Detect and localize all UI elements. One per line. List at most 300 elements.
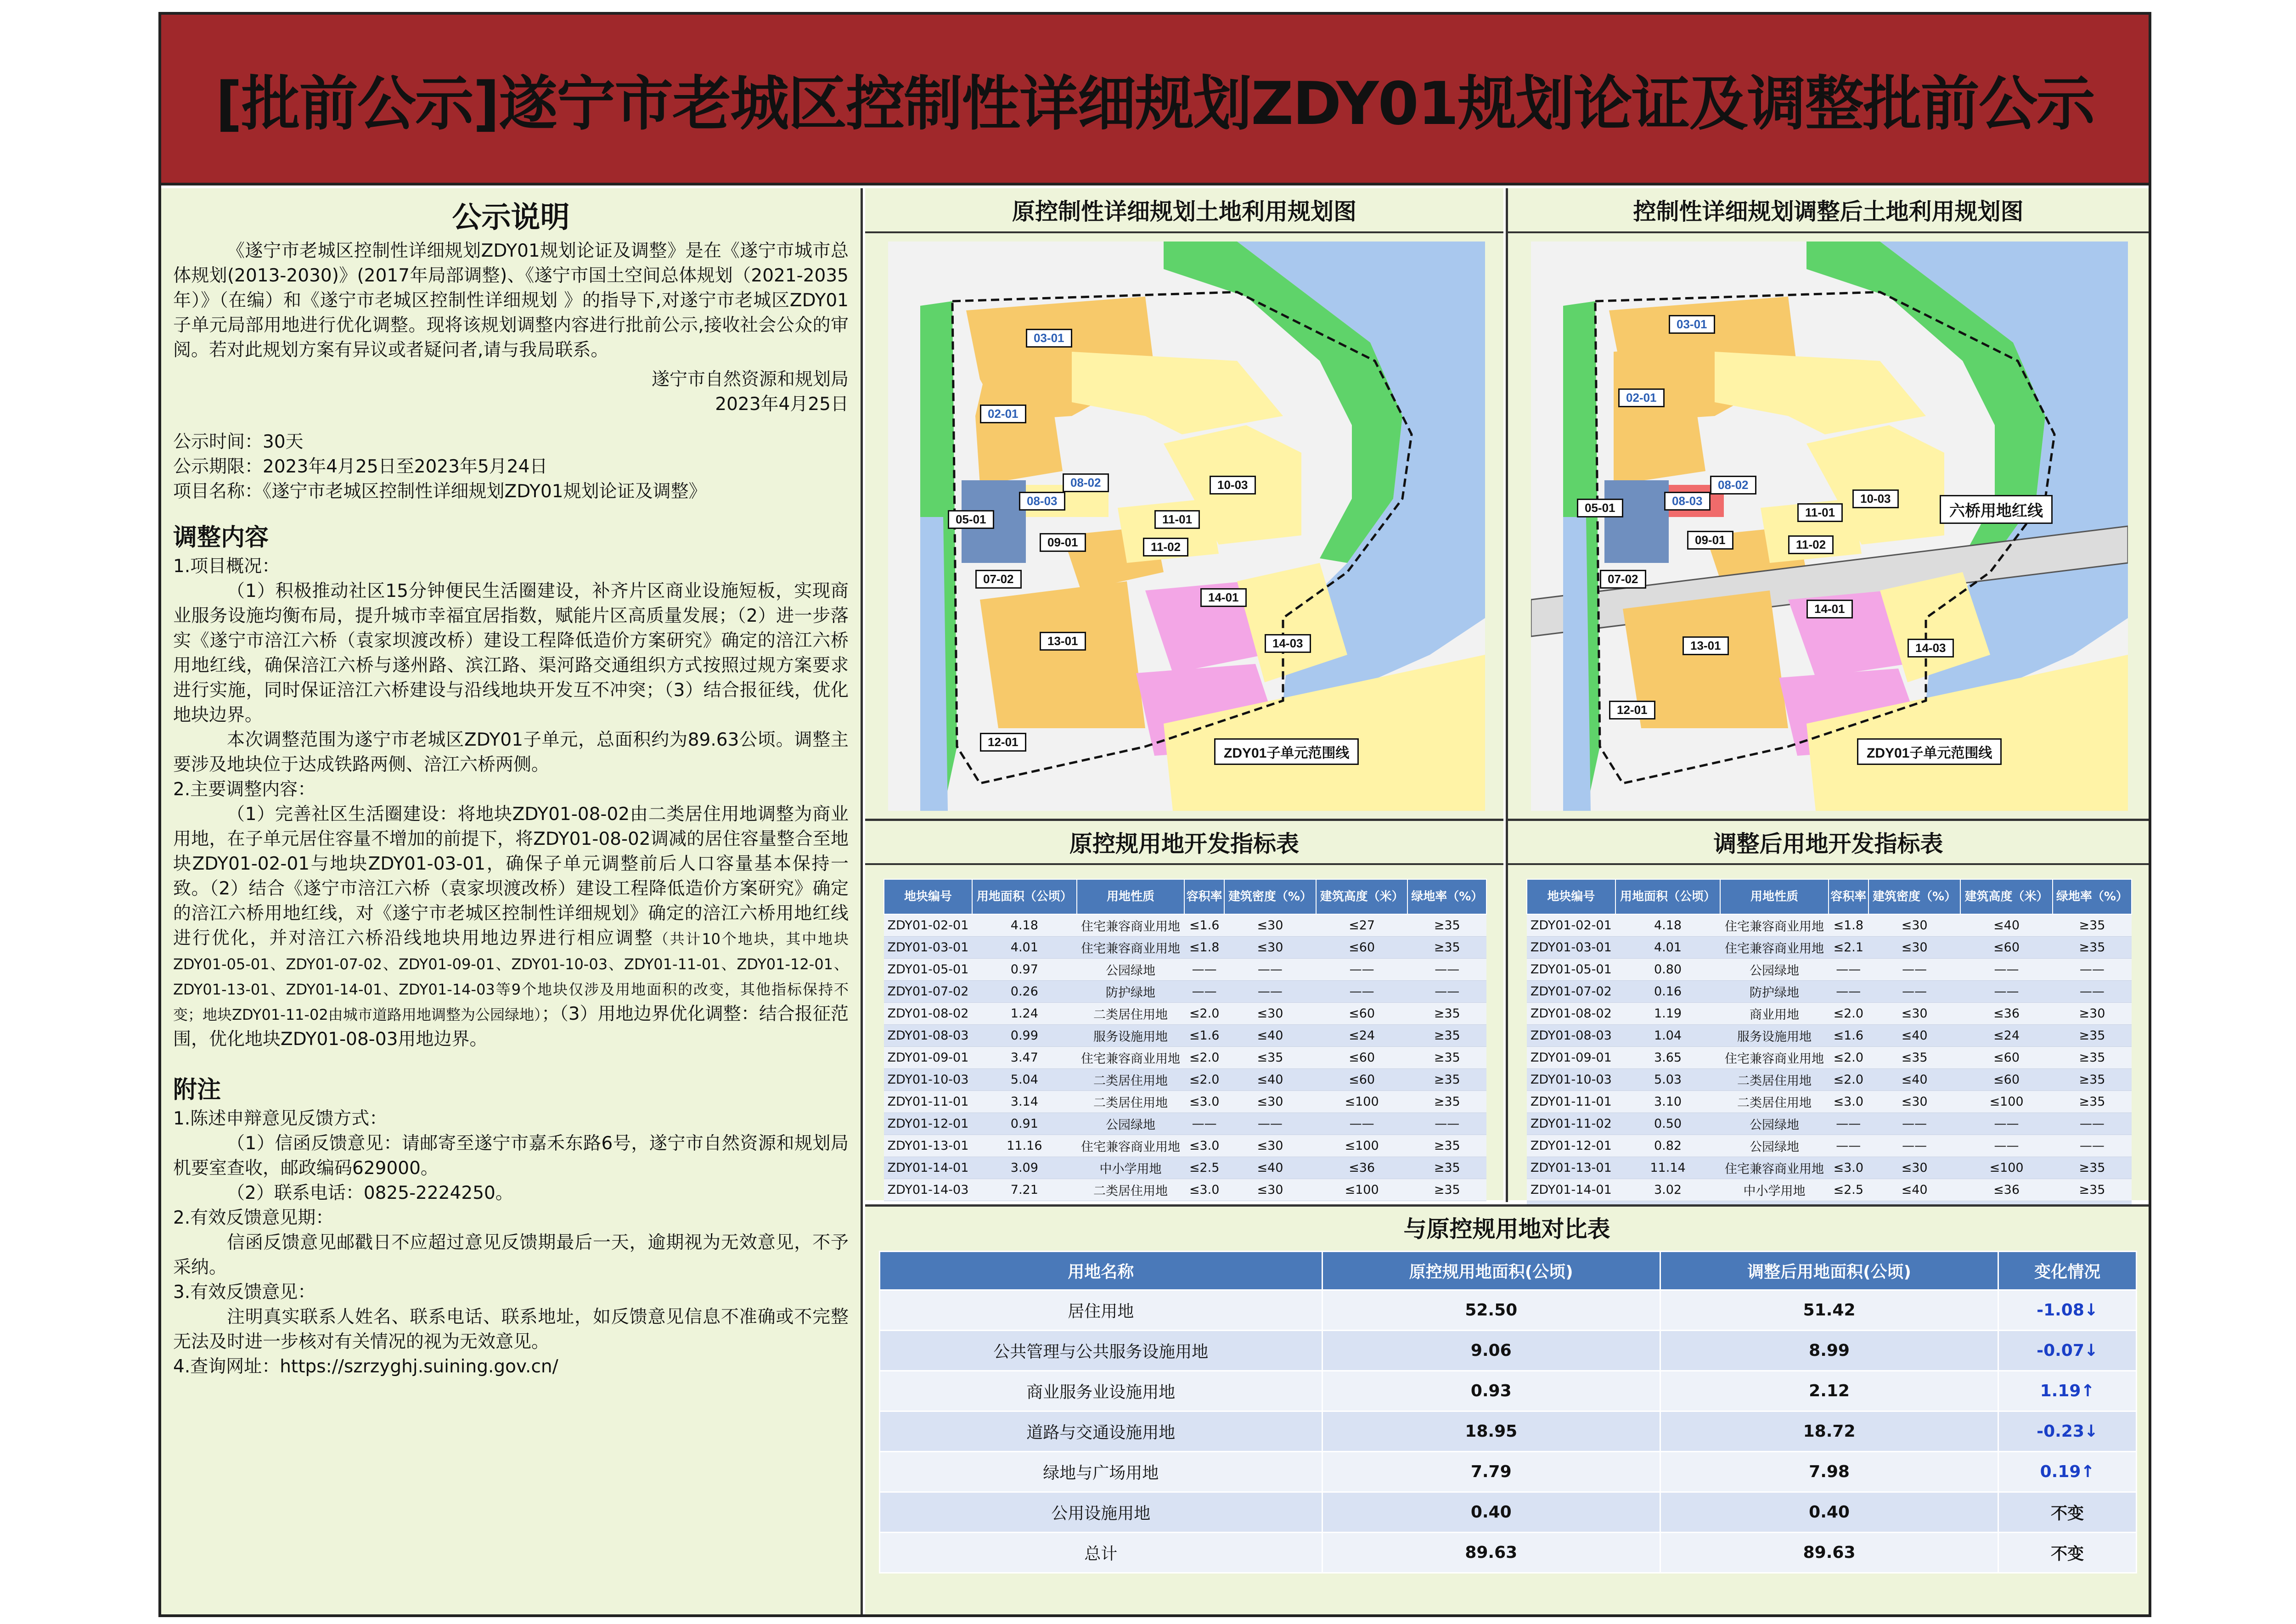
table-row — [1527, 1002, 2132, 1024]
appendix-l5: 信函反馈意见邮戳日不应超过意见反馈期最后一天，逾期视为无效意见，不予采纳。 — [173, 1232, 849, 1278]
before-cell: 二类居住用地 — [1077, 1179, 1184, 1201]
after-cell: ZDY01-12-01 — [1527, 1135, 1615, 1157]
after-cell: 服务设施用地 — [1720, 1024, 1828, 1046]
after-header-3: 容积率 — [1829, 879, 1868, 914]
after-cell: ≤30 — [1868, 914, 1960, 936]
after-cell: 住宅兼容商业用地 — [1720, 1046, 1828, 1068]
appendix-l7: 注明真实联系人姓名、联系电话、联系地址，如反馈意见信息不准确或不完整无法及时进一步核对有关情况的视为无效意见。 — [173, 1307, 849, 1352]
after-cell: ≤2.0 — [1829, 1068, 1868, 1090]
after-cell: 11.14 — [1615, 1157, 1721, 1179]
cmp-cell: 18.72 — [1660, 1411, 1998, 1452]
before-parcel-label: 03-01 — [1026, 329, 1072, 348]
table-row — [1527, 1046, 2132, 1068]
cmp-cell: 居住用地 — [880, 1290, 1322, 1331]
before-header-0: 地块编号 — [884, 879, 972, 914]
cmp-header-2: 调整后用地面积(公顷) — [1660, 1252, 1998, 1290]
before-cell: ≤60 — [1316, 1068, 1408, 1090]
cmp-cell: 公共管理与公共服务设施用地 — [880, 1331, 1322, 1371]
after-cell: —— — [2053, 1113, 2132, 1135]
table-row — [884, 1179, 1486, 1201]
before-cell: 7.21 — [972, 1179, 1077, 1201]
after-cell: —— — [1829, 980, 1868, 1002]
before-parcel-label: 07-02 — [975, 570, 1022, 589]
before-cell: ≤2.0 — [1184, 1068, 1224, 1090]
cmp-cell: 1.19↑ — [1998, 1371, 2137, 1411]
before-header-6: 绿地率（%） — [1407, 879, 1486, 914]
before-cell: ≤3.0 — [1184, 1179, 1224, 1201]
before-cell: 住宅兼容商业用地 — [1077, 1135, 1184, 1157]
table-row — [884, 1046, 1486, 1068]
before-parcel-label: 12-01 — [980, 733, 1026, 752]
table-row — [1527, 914, 2132, 936]
after-cell: ≤60 — [1960, 936, 2052, 958]
before-parcel-label: 10-03 — [1210, 476, 1256, 495]
after-panel — [1506, 188, 2149, 1202]
before-cell: ≥35 — [1407, 936, 1486, 958]
before-cell: —— — [1184, 1113, 1224, 1135]
after-cell: 0.16 — [1615, 980, 1721, 1002]
after-cell: —— — [1829, 1113, 1868, 1135]
after-cell: 公园绿地 — [1720, 1113, 1828, 1135]
before-cell: ≥35 — [1407, 1046, 1486, 1068]
after-cell: 0.82 — [1615, 1135, 1721, 1157]
before-cell: ZDY01-12-01 — [884, 1113, 972, 1135]
after-cell: ≤40 — [1868, 1024, 1960, 1046]
after-map-title: 控制性详细规划调整后土地利用规划图 — [1508, 188, 2149, 233]
before-cell: ZDY01-07-02 — [884, 980, 972, 1002]
notice-panel — [161, 188, 863, 1614]
before-cell: —— — [1407, 1113, 1486, 1135]
before-cell: ≥35 — [1407, 1068, 1486, 1090]
before-index-table — [884, 879, 1487, 1201]
before-cell: 公园绿地 — [1077, 1113, 1184, 1135]
before-cell: 3.09 — [972, 1157, 1077, 1179]
after-cell: ZDY01-08-03 — [1527, 1024, 1615, 1046]
before-cell: ≤30 — [1224, 1135, 1316, 1157]
notice-org: 遂宁市自然资源和规划局 — [651, 369, 849, 390]
table-row — [884, 1024, 1486, 1046]
table-row — [884, 1135, 1486, 1157]
after-cell: ≤2.5 — [1829, 1179, 1868, 1201]
after-cell: ≤30 — [1868, 936, 1960, 958]
before-map-title: 原控制性详细规划土地利用规划图 — [865, 188, 1503, 233]
cmp-cell: 绿地与广场用地 — [880, 1452, 1322, 1492]
table-row — [1527, 958, 2132, 980]
before-cell: ≤2.0 — [1184, 1046, 1224, 1068]
cmp-cell: 不变 — [1998, 1533, 2137, 1573]
after-header-2: 用地性质 — [1720, 879, 1828, 914]
after-parcel-label: 11-01 — [1797, 503, 1843, 522]
after-index-table — [1526, 879, 2132, 1223]
before-cell: ≤30 — [1224, 1002, 1316, 1024]
after-cell: ≤30 — [1868, 1157, 1960, 1179]
before-cell: ≤100 — [1316, 1135, 1408, 1157]
before-cell: ≤24 — [1316, 1024, 1408, 1046]
before-cell: 二类居住用地 — [1077, 1002, 1184, 1024]
after-header-1: 用地面积（公顷） — [1615, 879, 1721, 914]
before-cell: —— — [1184, 958, 1224, 980]
after-cell: ≥35 — [2053, 1024, 2132, 1046]
after-cell: ≤60 — [1960, 1046, 2052, 1068]
after-cell: ZDY01-11-02 — [1527, 1113, 1615, 1135]
table-row — [1527, 1113, 2132, 1135]
before-cell: ZDY01-13-01 — [884, 1135, 972, 1157]
before-parcel-label: 14-03 — [1265, 634, 1311, 653]
table-row — [884, 980, 1486, 1002]
title-banner — [161, 15, 2149, 185]
after-header-5: 建筑高度（米） — [1960, 879, 2052, 914]
after-cell: ≥30 — [2053, 1002, 2132, 1024]
cmp-cell: 0.19↑ — [1998, 1452, 2137, 1492]
before-cell: ≤30 — [1224, 1179, 1316, 1201]
after-cell: —— — [1960, 980, 2052, 1002]
before-cell: ≤60 — [1316, 1002, 1408, 1024]
after-cell: ≤40 — [1960, 914, 2052, 936]
table-row — [1527, 1024, 2132, 1046]
after-cell: ≥35 — [2053, 1179, 2132, 1201]
after-header-0: 地块编号 — [1527, 879, 1615, 914]
after-cell: ≥35 — [2053, 1046, 2132, 1068]
notice-date: 2023年4月25日 — [715, 394, 849, 415]
page-title: [批前公示]遂宁市老城区控制性详细规划ZDY01规划论证及调整批前公示 — [215, 70, 2094, 138]
appendix-url[interactable]: 4.查询网址：https://szrzyghj.suining.gov.cn/ — [173, 1356, 558, 1377]
before-parcel-label: 11-01 — [1154, 510, 1200, 529]
before-cell: 5.04 — [972, 1068, 1077, 1090]
before-cell: 住宅兼容商业用地 — [1077, 936, 1184, 958]
cmp-cell: 总计 — [880, 1533, 1322, 1573]
before-cell: ≤100 — [1316, 1179, 1408, 1201]
after-cell: —— — [1868, 1113, 1960, 1135]
appendix-l1: 1.陈述申辩意见反馈方式： — [173, 1108, 388, 1129]
before-cell: ≤40 — [1224, 1157, 1316, 1179]
cmp-cell: 18.95 — [1322, 1411, 1660, 1452]
table-row — [884, 1068, 1486, 1090]
before-cell: ≤3.0 — [1184, 1090, 1224, 1113]
cmp-cell: 道路与交通设施用地 — [880, 1411, 1322, 1452]
cmp-cell: 51.42 — [1660, 1290, 1998, 1331]
adjust-p3b: （共计10个地块，其中地块ZDY01-05-01、ZDY01-07-02、ZDY01-09-01、ZDY01-10-03、ZDY01-11-01、ZDY01-12-01、ZDY01-13-01、ZDY01-14-01、ZDY01-14-03等9个地块仅涉及用地面积的改变，其他指标保持不变；地块ZDY01-11-02由城市道路用地调整为公园绿地） — [173, 930, 849, 1023]
after-unit-label: ZDY01子单元范围线 — [1857, 738, 2002, 765]
before-cell: ≤60 — [1316, 936, 1408, 958]
cmp-cell: 8.99 — [1660, 1331, 1998, 1371]
after-cell: 二类居住用地 — [1720, 1068, 1828, 1090]
before-header-4: 建筑密度（%） — [1224, 879, 1316, 914]
adjust-s2: 2.主要调整内容： — [173, 779, 316, 800]
before-cell: ZDY01-03-01 — [884, 936, 972, 958]
after-cell: ≤30 — [1868, 1090, 1960, 1113]
after-cell: 1.04 — [1615, 1024, 1721, 1046]
cmp-header-0: 用地名称 — [880, 1252, 1322, 1290]
after-cell: —— — [1868, 980, 1960, 1002]
after-cell: ≤40 — [1868, 1068, 1960, 1090]
after-parcel-label: 13-01 — [1683, 636, 1729, 655]
before-panel — [865, 188, 1503, 1202]
after-cell: —— — [1829, 958, 1868, 980]
after-cell: —— — [1960, 958, 2052, 980]
table-row — [880, 1492, 2137, 1533]
after-cell: —— — [1960, 1135, 2052, 1157]
after-cell: ZDY01-03-01 — [1527, 936, 1615, 958]
after-cell: 3.10 — [1615, 1090, 1721, 1113]
before-cell: 0.91 — [972, 1113, 1077, 1135]
before-header-5: 建筑高度（米） — [1316, 879, 1408, 914]
before-header-1: 用地面积（公顷） — [972, 879, 1077, 914]
adjust-p3c: ；（3）用地边界优化调整：结合报征范围，优化地块ZDY01-08-03用地边界。 — [173, 1004, 849, 1050]
table-row — [880, 1452, 2137, 1492]
table-row — [1527, 1068, 2132, 1090]
before-cell: 4.18 — [972, 914, 1077, 936]
table-row — [1527, 1135, 2132, 1157]
before-cell: —— — [1184, 980, 1224, 1002]
before-cell: 二类居住用地 — [1077, 1090, 1184, 1113]
cmp-cell: 9.06 — [1322, 1331, 1660, 1371]
cmp-cell: 52.50 — [1322, 1290, 1660, 1331]
before-parcel-label: 02-01 — [980, 405, 1026, 423]
before-cell: 1.24 — [972, 1002, 1077, 1024]
cmp-cell: 7.98 — [1660, 1452, 1998, 1492]
before-cell: 公园绿地 — [1077, 958, 1184, 980]
before-cell: ≥35 — [1407, 1179, 1486, 1201]
table-row — [884, 958, 1486, 980]
after-cell: 公园绿地 — [1720, 958, 1828, 980]
after-cell: ≤100 — [1960, 1157, 2052, 1179]
after-cell: ZDY01-09-01 — [1527, 1046, 1615, 1068]
before-cell: 4.01 — [972, 936, 1077, 958]
cmp-cell: 0.40 — [1660, 1492, 1998, 1533]
table-row — [880, 1331, 2137, 1371]
before-parcel-label: 08-03 — [1019, 492, 1065, 511]
after-parcel-label: 02-01 — [1618, 388, 1665, 407]
before-cell: ZDY01-09-01 — [884, 1046, 972, 1068]
cmp-cell: 0.40 — [1322, 1492, 1660, 1533]
after-cell: 4.18 — [1615, 914, 1721, 936]
after-cell: ≤2.0 — [1829, 1046, 1868, 1068]
before-cell: ≤1.6 — [1184, 1024, 1224, 1046]
adjust-p1: （1）积极推动社区15分钟便民生活圈建设，补齐片区商业设施短板，实现商业服务设施均衡布局，提升城市幸福宜居指数，赋能片区高质量发展；（2）进一步落实《遂宁市涪江六桥（袁家坝渡改桥）建设工程降低造价方案研究》确定的涪江六桥用地红线，确保涪江六桥与遂州路、滨江路、渠河路交通组织方式按照过规方案要求进行实施，同时保证涪江六桥建设与沿线地块开发互不冲突；（3）结合报征线，优化地块边界。 — [173, 581, 849, 725]
appendix-l4: 2.有效反馈意见期： — [173, 1208, 334, 1228]
cmp-cell: 不变 — [1998, 1492, 2137, 1533]
after-cell: ZDY01-14-01 — [1527, 1179, 1615, 1201]
cmp-cell: -0.07↓ — [1998, 1331, 2137, 1371]
before-cell: ZDY01-05-01 — [884, 958, 972, 980]
bridge-label: 六桥用地红线 — [1940, 495, 2053, 524]
cmp-cell: -1.08↓ — [1998, 1290, 2137, 1331]
after-cell: ≤3.0 — [1829, 1157, 1868, 1179]
before-parcel-label: 05-01 — [948, 510, 994, 529]
after-map — [1531, 242, 2128, 811]
table-row — [1527, 1157, 2132, 1179]
after-cell: ≤24 — [1960, 1024, 2052, 1046]
after-cell: 4.01 — [1615, 936, 1721, 958]
compare-table — [879, 1251, 2137, 1573]
before-cell: ZDY01-08-03 — [884, 1024, 972, 1046]
before-unit-label: ZDY01子单元范围线 — [1214, 738, 1359, 765]
after-cell: 0.80 — [1615, 958, 1721, 980]
after-map-wrap — [1508, 233, 2149, 821]
before-cell: ≥35 — [1407, 914, 1486, 936]
after-cell: 防护绿地 — [1720, 980, 1828, 1002]
after-cell: —— — [2053, 958, 2132, 980]
after-cell: ≤60 — [1960, 1068, 2052, 1090]
after-cell: 公园绿地 — [1720, 1135, 1828, 1157]
notice-project: 项目名称：《遂宁市老城区控制性详细规划ZDY01规划论证及调整》 — [173, 481, 707, 502]
after-cell: ZDY01-13-01 — [1527, 1157, 1615, 1179]
after-cell: 中小学用地 — [1720, 1179, 1828, 1201]
before-cell: 11.16 — [972, 1135, 1077, 1157]
after-header-4: 建筑密度（%） — [1868, 879, 1960, 914]
before-cell: ≤2.0 — [1184, 1002, 1224, 1024]
before-header-2: 用地性质 — [1077, 879, 1184, 914]
before-cell: ≤3.0 — [1184, 1135, 1224, 1157]
parcel-08-03 — [1604, 480, 1669, 563]
adjust-p3a: （1）完善社区生活圈建设：将地块ZDY01-08-02由二类居住用地调整为商业用地，在子单元居住容量不增加的前提下，将ZDY01-08-02调减的居住容量整合至地块ZDY01-02-01与地块ZDY01-03-01，确保子单元调整前后人口容量基本保持一致。（2）结合《遂宁市涪江六桥（袁家坝渡改桥）建设工程降低造价方案研究》确定的涪江六桥用地红线，对《遂宁市老城区控制性详细规划》确定的涪江六桥用地红线进行优化，并对涪江六桥沿线地块用地边界进行相应调整 — [173, 804, 849, 949]
before-cell: ≤30 — [1224, 936, 1316, 958]
after-cell: 0.50 — [1615, 1113, 1721, 1135]
before-parcel-label: 14-01 — [1200, 588, 1247, 607]
before-cell: 住宅兼容商业用地 — [1077, 1046, 1184, 1068]
cmp-cell: -0.23↓ — [1998, 1411, 2137, 1452]
after-cell: ZDY01-07-02 — [1527, 980, 1615, 1002]
after-parcel-label: 05-01 — [1577, 499, 1623, 517]
before-cell: ≤36 — [1316, 1157, 1408, 1179]
before-table-title: 原控规用地开发指标表 — [865, 821, 1503, 865]
before-cell: 服务设施用地 — [1077, 1024, 1184, 1046]
after-cell: 住宅兼容商业用地 — [1720, 1157, 1828, 1179]
before-cell: 防护绿地 — [1077, 980, 1184, 1002]
after-cell: ZDY01-08-02 — [1527, 1002, 1615, 1024]
table-row — [884, 936, 1486, 958]
before-cell: ≤30 — [1224, 1090, 1316, 1113]
before-cell: ≥35 — [1407, 1024, 1486, 1046]
adjust-s1: 1.项目概况： — [173, 556, 280, 577]
table-row — [1527, 936, 2132, 958]
compare-title: 与原控规用地对比表 — [865, 1207, 2149, 1248]
before-cell: ≤1.6 — [1184, 914, 1224, 936]
before-cell: 0.26 — [972, 980, 1077, 1002]
after-cell: ≤36 — [1960, 1002, 2052, 1024]
cmp-cell: 89.63 — [1322, 1533, 1660, 1573]
after-parcel-label: 08-02 — [1710, 476, 1756, 495]
after-cell: —— — [1960, 1113, 2052, 1135]
after-cell: ZDY01-02-01 — [1527, 914, 1615, 936]
table-row — [884, 1157, 1486, 1179]
before-cell: 住宅兼容商业用地 — [1077, 914, 1184, 936]
after-parcel-label: 09-01 — [1687, 531, 1733, 550]
before-cell: ≤27 — [1316, 914, 1408, 936]
after-cell: ≥35 — [2053, 936, 2132, 958]
before-map-wrap — [865, 233, 1503, 821]
before-cell: ≥35 — [1407, 1090, 1486, 1113]
before-cell: 3.14 — [972, 1090, 1077, 1113]
before-parcel-label: 08-02 — [1063, 473, 1109, 492]
before-cell: ZDY01-10-03 — [884, 1068, 972, 1090]
after-header-6: 绿地率（%） — [2053, 879, 2132, 914]
before-cell: ≤30 — [1224, 914, 1316, 936]
table-row — [884, 1113, 1486, 1135]
before-cell: ≤35 — [1224, 1046, 1316, 1068]
before-cell: —— — [1224, 980, 1316, 1002]
after-cell: ≤3.0 — [1829, 1090, 1868, 1113]
before-cell: 中小学用地 — [1077, 1157, 1184, 1179]
before-cell: ZDY01-14-01 — [884, 1157, 972, 1179]
cmp-cell: 公用设施用地 — [880, 1492, 1322, 1533]
before-cell: —— — [1407, 958, 1486, 980]
parcel-13-01 — [980, 581, 1145, 728]
before-cell: 0.97 — [972, 958, 1077, 980]
after-cell: ZDY01-05-01 — [1527, 958, 1615, 980]
before-cell: —— — [1224, 1113, 1316, 1135]
after-parcel-label: 14-03 — [1908, 639, 1954, 657]
after-cell: ≤36 — [1960, 1179, 2052, 1201]
cmp-cell: 89.63 — [1660, 1533, 1998, 1573]
west-canal — [920, 517, 948, 811]
after-cell: ≤100 — [1960, 1090, 2052, 1113]
adjust-p2: 本次调整范围为遂宁市老城区ZDY01子单元，总面积约为89.63公顷。调整主要涉及地块位于达成铁路两侧、涪江六桥两侧。 — [173, 730, 849, 775]
cmp-cell: 商业服务业设施用地 — [880, 1371, 1322, 1411]
after-cell: 5.03 — [1615, 1068, 1721, 1090]
cmp-cell: 0.93 — [1322, 1371, 1660, 1411]
table-row — [880, 1411, 2137, 1452]
cmp-header-3: 变化情况 — [1998, 1252, 2137, 1290]
before-cell: —— — [1316, 958, 1408, 980]
after-cell: ≤40 — [1868, 1179, 1960, 1201]
before-cell: ZDY01-02-01 — [884, 914, 972, 936]
before-parcel-label: 11-02 — [1143, 538, 1188, 556]
after-cell: 住宅兼容商业用地 — [1720, 914, 1828, 936]
before-cell: ≥35 — [1407, 1135, 1486, 1157]
before-cell: ≤1.8 — [1184, 936, 1224, 958]
after-cell: —— — [1868, 1135, 1960, 1157]
before-cell: ≤60 — [1316, 1046, 1408, 1068]
after-cell: ≤2.0 — [1829, 1002, 1868, 1024]
after-table-title: 调整后用地开发指标表 — [1508, 821, 2149, 865]
after-parcel-label: 08-03 — [1664, 492, 1711, 511]
appendix-l6: 3.有效反馈意见： — [173, 1282, 316, 1303]
table-row — [884, 1090, 1486, 1113]
after-cell: ≥35 — [2053, 1068, 2132, 1090]
after-cell: 住宅兼容商业用地 — [1720, 936, 1828, 958]
after-cell: ZDY01-11-01 — [1527, 1090, 1615, 1113]
table-row — [880, 1371, 2137, 1411]
before-cell: ≤40 — [1224, 1068, 1316, 1090]
before-cell: —— — [1224, 958, 1316, 980]
before-cell: ≤100 — [1316, 1090, 1408, 1113]
after-parcel-label: 07-02 — [1600, 570, 1646, 589]
appendix-l3: （2）联系电话：0825-2224250。 — [227, 1183, 513, 1203]
before-cell: ≥35 — [1407, 1157, 1486, 1179]
before-cell: ZDY01-14-03 — [884, 1179, 972, 1201]
appendix-l2: （1）信函反馈意见：请邮寄至遂宁市嘉禾东路6号，遂宁市自然资源和规划局机要室查收，邮政编码629000。 — [173, 1133, 849, 1179]
adjust-p3 — [173, 802, 849, 1052]
after-cell: ≤1.8 — [1829, 914, 1868, 936]
before-cell: 0.99 — [972, 1024, 1077, 1046]
after-cell: —— — [2053, 980, 2132, 1002]
west-canal — [1563, 517, 1591, 811]
notice-heading: 公示说明 — [452, 201, 570, 235]
after-cell: ≤1.6 — [1829, 1024, 1868, 1046]
after-cell: ≥35 — [2053, 1157, 2132, 1179]
after-cell: 1.19 — [1615, 1002, 1721, 1024]
notice-time: 公示时间：30天 — [173, 432, 304, 452]
appendix-heading: 附注 — [173, 1076, 221, 1104]
after-cell: 3.02 — [1615, 1179, 1721, 1201]
before-parcel-label: 13-01 — [1040, 632, 1086, 651]
before-header-3: 容积率 — [1184, 879, 1224, 914]
before-cell: ≤40 — [1224, 1024, 1316, 1046]
after-parcel-label: 11-02 — [1788, 535, 1834, 554]
notice-period: 公示期限：2023年4月25日至2023年5月24日 — [173, 456, 548, 477]
before-cell: 二类居住用地 — [1077, 1068, 1184, 1090]
